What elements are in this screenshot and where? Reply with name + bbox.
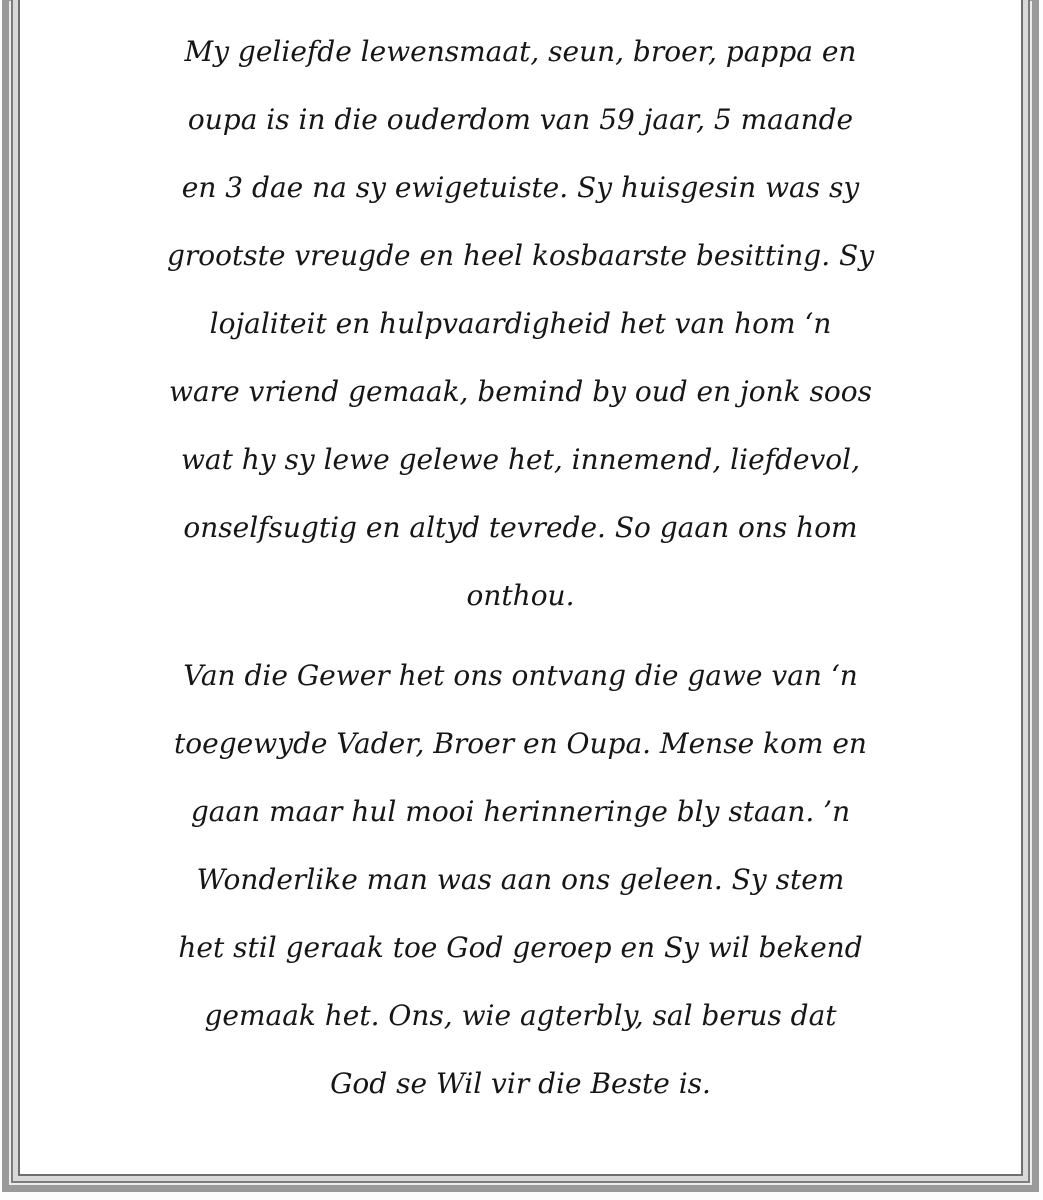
- text-line: grootste vreugde en heel kosbaarste besitting. Sy: [166, 239, 875, 272]
- text-line: gemaak het. Ons, wie agterbly, sal berus dat: [204, 999, 837, 1032]
- text-line: oupa is in die ouderdom van 59 jaar, 5 maande: [187, 103, 854, 136]
- text-line: gaan maar hul mooi herinneringe bly staan. ’n: [190, 795, 851, 828]
- text-line: en 3 dae na sy ewigetuiste. Sy huisgesin was sy: [181, 171, 860, 204]
- text-line: wat hy sy lewe gelewe het, innemend, liefdevol,: [180, 443, 861, 476]
- text-line: toegewyde Vader, Broer en Oupa. Mense kom en: [174, 727, 867, 760]
- text-line: My geliefde lewensmaat, seun, broer, pappa en: [184, 35, 857, 68]
- text-line: Van die Gewer het ons ontvang die gawe van ‘n: [183, 659, 858, 692]
- tribute-paragraph-2: [26, 642, 1015, 1118]
- text-line: God se Wil vir die Beste is.: [330, 1067, 711, 1100]
- text-line: lojaliteit en hulpvaardigheid het van hom ‘n: [209, 307, 832, 340]
- text-line: onthou.: [466, 579, 575, 612]
- text-line: het stil geraak toe God geroep en Sy wil bekend: [178, 931, 863, 964]
- tribute-paragraph-1: [26, 18, 1015, 630]
- text-line: onselfsugtig en altyd tevrede. So gaan ons hom: [183, 511, 858, 544]
- tribute-text: [26, 18, 1015, 1118]
- text-line: ware vriend gemaak, bemind by oud en jonk soos: [169, 375, 872, 408]
- text-line: Wonderlike man was aan ons geleen. Sy stem: [196, 863, 845, 896]
